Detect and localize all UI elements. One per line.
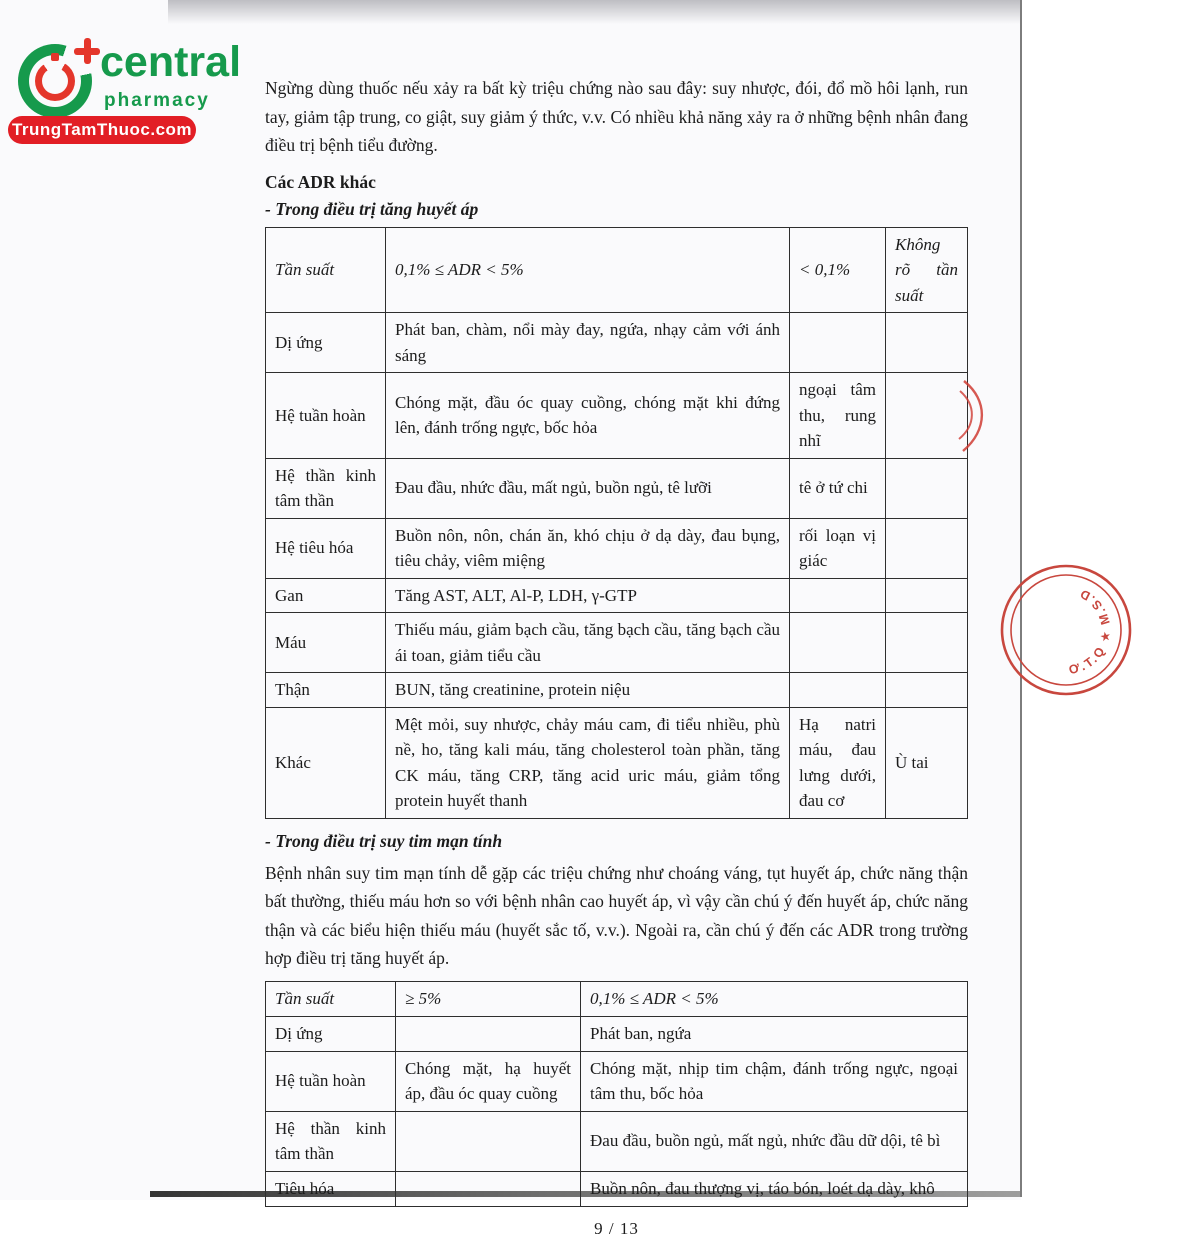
- heart-failure-paragraph: Bệnh nhân suy tim mạn tính dễ gặp các triệu chứng như choáng váng, tụt huyết áp, chức năng thận bất thường, thiếu máu hơn so với bệnh nhân cao huyết áp, vì vậy cần chú ý đến huyết áp, chức năng thận và các biểu hiện thiếu máu (huyết sắc tố, v.v.). Ngoài ra, cần chú ý đến các ADR trong trường hợp điều trị tăng huyết áp.: [265, 862, 968, 968]
- row-label-cell: Tiêu hóa: [266, 1171, 396, 1206]
- table-cell: [790, 613, 886, 673]
- header-cell: Tần suất: [266, 981, 396, 1016]
- table-cell: [790, 578, 886, 613]
- adr-table-hypertension: [265, 227, 968, 819]
- table-cell: [396, 1171, 581, 1206]
- table-cell: [886, 373, 968, 459]
- table-cell: rối loạn vị giác: [790, 518, 886, 578]
- logo-red-ring: [35, 61, 75, 101]
- table-cell: Mệt mỏi, suy nhược, chảy máu cam, đi tiểu nhiều, phù nề, ho, tăng kali máu, tăng cholesterol toàn phần, tăng CK máu, tăng CRP, tăng acid uric máu, giảm tổng protein huyết thanh: [386, 707, 790, 818]
- logo-red-dot: [51, 53, 59, 61]
- row-label-cell: Gan: [266, 578, 386, 613]
- table-cell: Tăng AST, ALT, Al-P, LDH, γ-GTP: [386, 578, 790, 613]
- table-row: [266, 1051, 968, 1111]
- table-cell: Chóng mặt, đầu óc quay cuồng, chóng mặt khi đứng lên, đánh trống ngực, bốc hỏa: [386, 373, 790, 459]
- subheading-hypertension: - Trong điều trị tăng huyết áp: [265, 198, 479, 219]
- table-row: [266, 458, 968, 518]
- table-row: [266, 313, 968, 373]
- table-cell: [886, 578, 968, 613]
- row-label-cell: Hệ tiêu hóa: [266, 518, 386, 578]
- row-label-cell: Hệ tuần hoàn: [266, 373, 386, 459]
- row-label-cell: Thận: [266, 673, 386, 708]
- section-heading-adr: Các ADR khác: [265, 171, 376, 192]
- logo-brand-text: central: [100, 38, 242, 86]
- table-row: [266, 673, 968, 708]
- subheading-heart-failure: - Trong điều trị suy tim mạn tính: [265, 830, 503, 851]
- header-cell: < 0,1%: [790, 227, 886, 313]
- header-cell: 0,1% ≤ ADR < 5%: [386, 227, 790, 313]
- table-row: [266, 518, 968, 578]
- table-row: [266, 373, 968, 459]
- table-header-row: [266, 227, 968, 313]
- table-row: [266, 1016, 968, 1051]
- plus-icon: [74, 38, 100, 64]
- table-cell: [886, 518, 968, 578]
- page-number: 9 / 13: [594, 1218, 639, 1238]
- table-header-row: [266, 981, 968, 1016]
- table-cell: Đau đầu, nhức đầu, mất ngủ, buồn ngủ, tê lưỡi: [386, 458, 790, 518]
- table-cell: [790, 673, 886, 708]
- table-row: [266, 1171, 968, 1206]
- logo-sub-text: pharmacy: [104, 90, 210, 111]
- table-cell: ngoại tâm thu, rung nhĩ: [790, 373, 886, 459]
- table-cell: Thiếu máu, giảm bạch cầu, tăng bạch cầu, tăng bạch cầu ái toan, giảm tiểu cầu: [386, 613, 790, 673]
- red-circular-stamp: [984, 556, 1114, 706]
- row-label-cell: Hệ thần kinh tâm thần: [266, 1111, 396, 1171]
- row-label-cell: Dị ứng: [266, 1016, 396, 1051]
- table-cell: Chóng mặt, nhịp tim chậm, đánh trống ngực, ngoại tâm thu, bốc hỏa: [581, 1051, 968, 1111]
- pharmacy-c-logo-icon: [18, 44, 92, 118]
- row-label-cell: Khác: [266, 707, 386, 818]
- table-cell: [886, 613, 968, 673]
- table-cell: Buồn nôn, nôn, chán ăn, khó chịu ở dạ dày, đau bụng, tiêu chảy, viêm miệng: [386, 518, 790, 578]
- header-cell: ≥ 5%: [396, 981, 581, 1016]
- document-content: [265, 74, 968, 1239]
- table-row: [266, 578, 968, 613]
- table-cell: Ù tai: [886, 707, 968, 818]
- svg-text:Ơ.T.Q ★ M.S.D: [1067, 585, 1113, 677]
- table-cell: Chóng mặt, hạ huyết áp, đầu óc quay cuồng: [396, 1051, 581, 1111]
- row-label-cell: Hệ thần kinh tâm thần: [266, 458, 386, 518]
- table-cell: BUN, tăng creatinine, protein niệu: [386, 673, 790, 708]
- header-cell: Không rõ tần suất: [886, 227, 968, 313]
- table-row: [266, 1111, 968, 1171]
- table-cell: tê ở tứ chi: [790, 458, 886, 518]
- intro-paragraph: Ngừng dùng thuốc nếu xảy ra bất kỳ triệu chứng nào sau đây: suy nhược, đói, đổ mồ hôi lạnh, run tay, giảm tập trung, co giật, suy giảm ý thức, v.v. Có nhiều khả năng xảy ra ở những bệnh nhân đang điều trị bệnh tiểu đường.: [265, 78, 968, 155]
- row-label-cell: Hệ tuần hoàn: [266, 1051, 396, 1111]
- table-cell: Phát ban, chàm, nổi mày đay, ngứa, nhạy cảm với ánh sáng: [386, 313, 790, 373]
- scan-top-shadow: [168, 0, 1021, 24]
- table-cell: [396, 1111, 581, 1171]
- table-row: [266, 707, 968, 818]
- table-cell: Buồn nôn, đau thượng vị, táo bón, loét dạ dày, khô: [581, 1171, 968, 1206]
- table-cell: Đau đầu, buồn ngủ, mất ngủ, nhức đầu dữ dội, tê bì: [581, 1111, 968, 1171]
- header-cell: Tần suất: [266, 227, 386, 313]
- stamp-arc-text: Ơ.T.Q ★ M.S.D: [1067, 585, 1114, 678]
- table-cell: [396, 1016, 581, 1051]
- adr-table-heart-failure: [265, 981, 968, 1207]
- header-cell: 0,1% ≤ ADR < 5%: [581, 981, 968, 1016]
- table-cell: Hạ natri máu, đau lưng dưới, đau cơ: [790, 707, 886, 818]
- table-cell: [886, 673, 968, 708]
- table-cell: [886, 313, 968, 373]
- red-stamp-arc-fragment: [958, 378, 998, 454]
- table-cell: [790, 313, 886, 373]
- row-label-cell: Dị ứng: [266, 313, 386, 373]
- table-row: [266, 613, 968, 673]
- table-cell: Phát ban, ngứa: [581, 1016, 968, 1051]
- row-label-cell: Máu: [266, 613, 386, 673]
- table-cell: [886, 458, 968, 518]
- logo-website-badge: TrungTamThuoc.com: [8, 116, 196, 144]
